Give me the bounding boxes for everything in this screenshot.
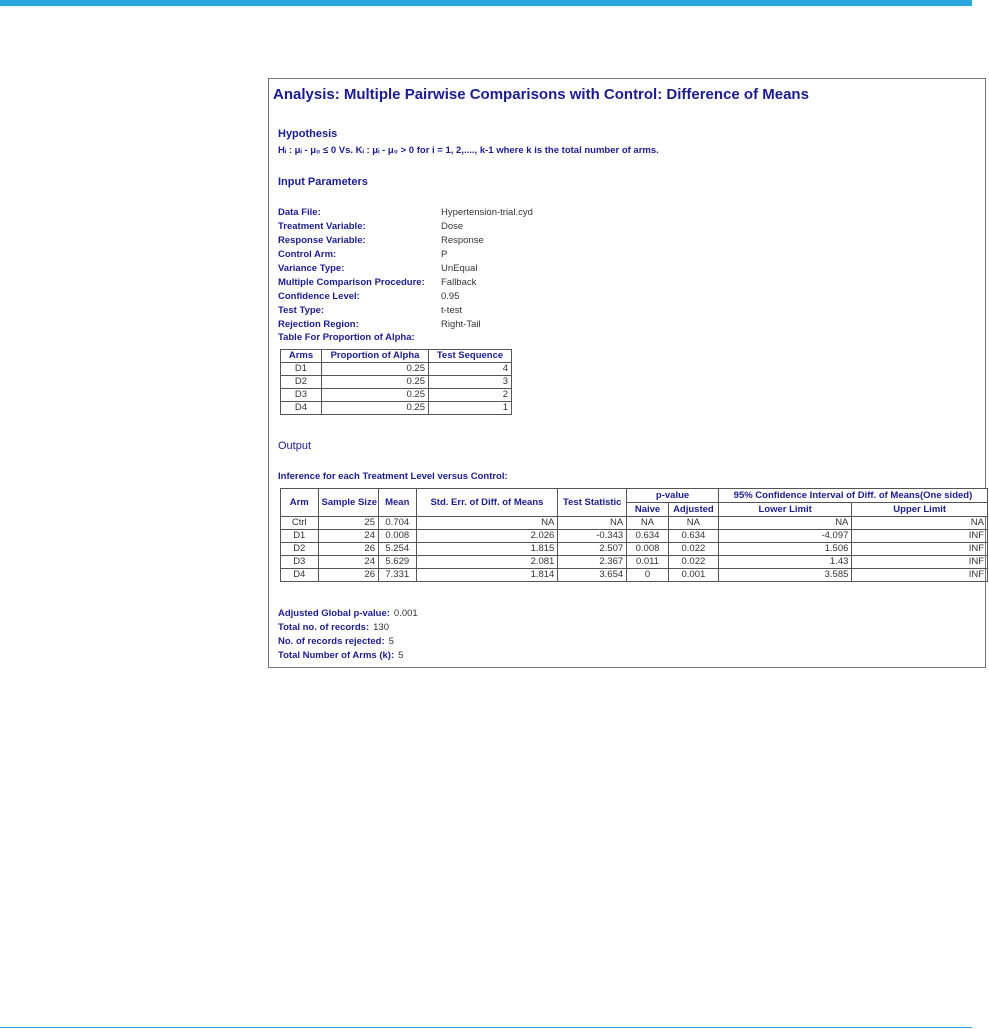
table-cell: 5.629 <box>379 556 417 569</box>
param-value: Response <box>441 235 484 246</box>
table-cell: 2.081 <box>416 556 558 569</box>
table-cell: INF <box>852 543 988 556</box>
param-row <box>278 276 533 290</box>
alpha-col-header: Proportion of Alpha <box>322 350 429 363</box>
table-cell: 2.367 <box>558 556 627 569</box>
summary-row <box>278 649 418 663</box>
table-cell: 0 <box>627 569 669 582</box>
col-sample-size: Sample Size <box>318 489 378 517</box>
param-row <box>278 318 533 332</box>
param-label: Data File: <box>278 207 321 218</box>
col-naive: Naive <box>627 503 669 517</box>
table-cell: D4 <box>281 569 319 582</box>
table-row <box>281 530 988 543</box>
table-cell: 1.506 <box>718 543 851 556</box>
table-cell: NA <box>852 517 988 530</box>
table-cell: 0.022 <box>668 556 718 569</box>
summary-value: 5 <box>398 650 404 661</box>
param-label: Treatment Variable: <box>278 221 366 232</box>
alpha-cell: 0.25 <box>322 389 429 402</box>
table-row <box>281 517 988 530</box>
table-cell: 2.026 <box>416 530 558 543</box>
table-row <box>281 556 988 569</box>
inference-title: Inference for each Treatment Level versus Control: <box>278 471 508 482</box>
param-row <box>278 206 533 220</box>
col-arm: Arm <box>281 489 319 517</box>
table-cell: 2.507 <box>558 543 627 556</box>
table-cell: Ctrl <box>281 517 319 530</box>
table-cell: 24 <box>318 556 378 569</box>
param-value: t-test <box>441 305 463 316</box>
alpha-col-header: Test Sequence <box>429 350 512 363</box>
col-p-value: p-value <box>627 489 719 503</box>
table-cell: NA <box>668 517 718 530</box>
table-cell: INF <box>852 569 988 582</box>
table-cell: 0.008 <box>379 530 417 543</box>
param-value: Fallback <box>441 277 477 288</box>
param-label: Variance Type: <box>278 263 345 274</box>
col-mean: Mean <box>379 489 417 517</box>
alpha-cell: 3 <box>429 376 512 389</box>
table-cell: 0.022 <box>668 543 718 556</box>
table-cell: NA <box>558 517 627 530</box>
table-cell: D1 <box>281 530 319 543</box>
param-label: Multiple Comparison Procedure: <box>278 277 425 288</box>
param-row <box>278 262 533 276</box>
alpha-row <box>281 402 512 415</box>
alpha-cell: 0.25 <box>322 376 429 389</box>
input-parameters-heading: Input Parameters <box>278 176 368 188</box>
table-cell: NA <box>627 517 669 530</box>
summary-value: 130 <box>373 622 389 633</box>
table-row <box>281 543 988 556</box>
table-cell: 3.585 <box>718 569 851 582</box>
param-label: Confidence Level: <box>278 291 360 302</box>
alpha-cell: 1 <box>429 402 512 415</box>
summary-list <box>278 607 418 663</box>
table-cell: 3.654 <box>558 569 627 582</box>
table-cell: D2 <box>281 543 319 556</box>
table-cell: INF <box>852 556 988 569</box>
col-lower-limit: Lower Limit <box>718 503 851 517</box>
summary-label: Total no. of records: <box>278 622 370 633</box>
table-cell: 24 <box>318 530 378 543</box>
summary-value: 5 <box>388 636 394 647</box>
alpha-cell: 4 <box>429 363 512 376</box>
bottom-accent-rule <box>0 1027 972 1028</box>
alpha-cell: D2 <box>281 376 322 389</box>
param-value: Right-Tail <box>441 319 481 330</box>
alpha-row <box>281 389 512 402</box>
param-row <box>278 304 533 318</box>
summary-label: No. of records rejected: <box>278 636 385 647</box>
table-cell: 26 <box>318 569 378 582</box>
table-cell: NA <box>416 517 558 530</box>
param-value: Hypertension-trial.cyd <box>441 207 533 218</box>
alpha-cell: D3 <box>281 389 322 402</box>
param-row <box>278 248 533 262</box>
table-cell: -4.097 <box>718 530 851 543</box>
param-label: Rejection Region: <box>278 319 359 330</box>
table-cell: INF <box>852 530 988 543</box>
table-cell: 1.814 <box>416 569 558 582</box>
param-row <box>278 290 533 304</box>
table-cell: 26 <box>318 543 378 556</box>
param-label: Control Arm: <box>278 249 337 260</box>
col-adjusted: Adjusted <box>668 503 718 517</box>
table-cell: 0.008 <box>627 543 669 556</box>
alpha-table-title: Table For Proportion of Alpha: <box>278 332 415 343</box>
alpha-cell: D1 <box>281 363 322 376</box>
table-cell: 1.815 <box>416 543 558 556</box>
param-value: P <box>441 249 448 260</box>
table-cell: -0.343 <box>558 530 627 543</box>
table-cell: 7.331 <box>379 569 417 582</box>
table-cell: 0.704 <box>379 517 417 530</box>
col-std-err: Std. Err. of Diff. of Means <box>416 489 558 517</box>
table-cell: NA <box>718 517 851 530</box>
hypothesis-text: Hᵢ : μᵢ - μ₀ ≤ 0 Vs. Kᵢ : μᵢ - μ₀ > 0 for i = 1, 2,...., k-1 where k is the total number of arms. <box>278 145 659 156</box>
param-label: Test Type: <box>278 305 325 316</box>
col-test-statistic: Test Statistic <box>558 489 627 517</box>
summary-value: 0.001 <box>393 608 418 619</box>
summary-label: Adjusted Global p-value: <box>278 608 390 619</box>
analysis-report-panel <box>268 78 986 668</box>
summary-row <box>278 621 418 635</box>
table-cell: 0.011 <box>627 556 669 569</box>
table-row <box>281 569 988 582</box>
table-cell: 0.634 <box>627 530 669 543</box>
alpha-table <box>280 349 512 415</box>
report-title: Analysis: Multiple Pairwise Comparisons with Control: Difference of Means <box>273 86 809 103</box>
col-upper-limit: Upper Limit <box>852 503 988 517</box>
param-value: Dose <box>441 221 464 232</box>
input-parameters-list <box>278 206 533 332</box>
summary-row <box>278 607 418 621</box>
hypothesis-heading: Hypothesis <box>278 128 338 140</box>
alpha-col-header: Arms <box>281 350 322 363</box>
param-value: 0.95 <box>441 291 460 302</box>
alpha-row <box>281 363 512 376</box>
inference-table <box>280 488 988 582</box>
table-cell: 25 <box>318 517 378 530</box>
top-accent-rule <box>0 0 972 6</box>
table-cell: 5.254 <box>379 543 417 556</box>
table-cell: 1.43 <box>718 556 851 569</box>
summary-label: Total Number of Arms (k): <box>278 650 395 661</box>
table-cell: D3 <box>281 556 319 569</box>
param-value: UnEqual <box>441 263 478 274</box>
table-cell: 0.001 <box>668 569 718 582</box>
param-row <box>278 234 533 248</box>
col-confidence-interval: 95% Confidence Interval of Diff. of Means(One sided) <box>718 489 987 503</box>
alpha-row <box>281 376 512 389</box>
param-label: Response Variable: <box>278 235 366 246</box>
table-cell: 0.634 <box>668 530 718 543</box>
output-heading: Output <box>278 440 312 452</box>
summary-row <box>278 635 418 649</box>
alpha-cell: 0.25 <box>322 363 429 376</box>
alpha-cell: 0.25 <box>322 402 429 415</box>
param-row <box>278 220 533 234</box>
alpha-cell: D4 <box>281 402 322 415</box>
alpha-cell: 2 <box>429 389 512 402</box>
